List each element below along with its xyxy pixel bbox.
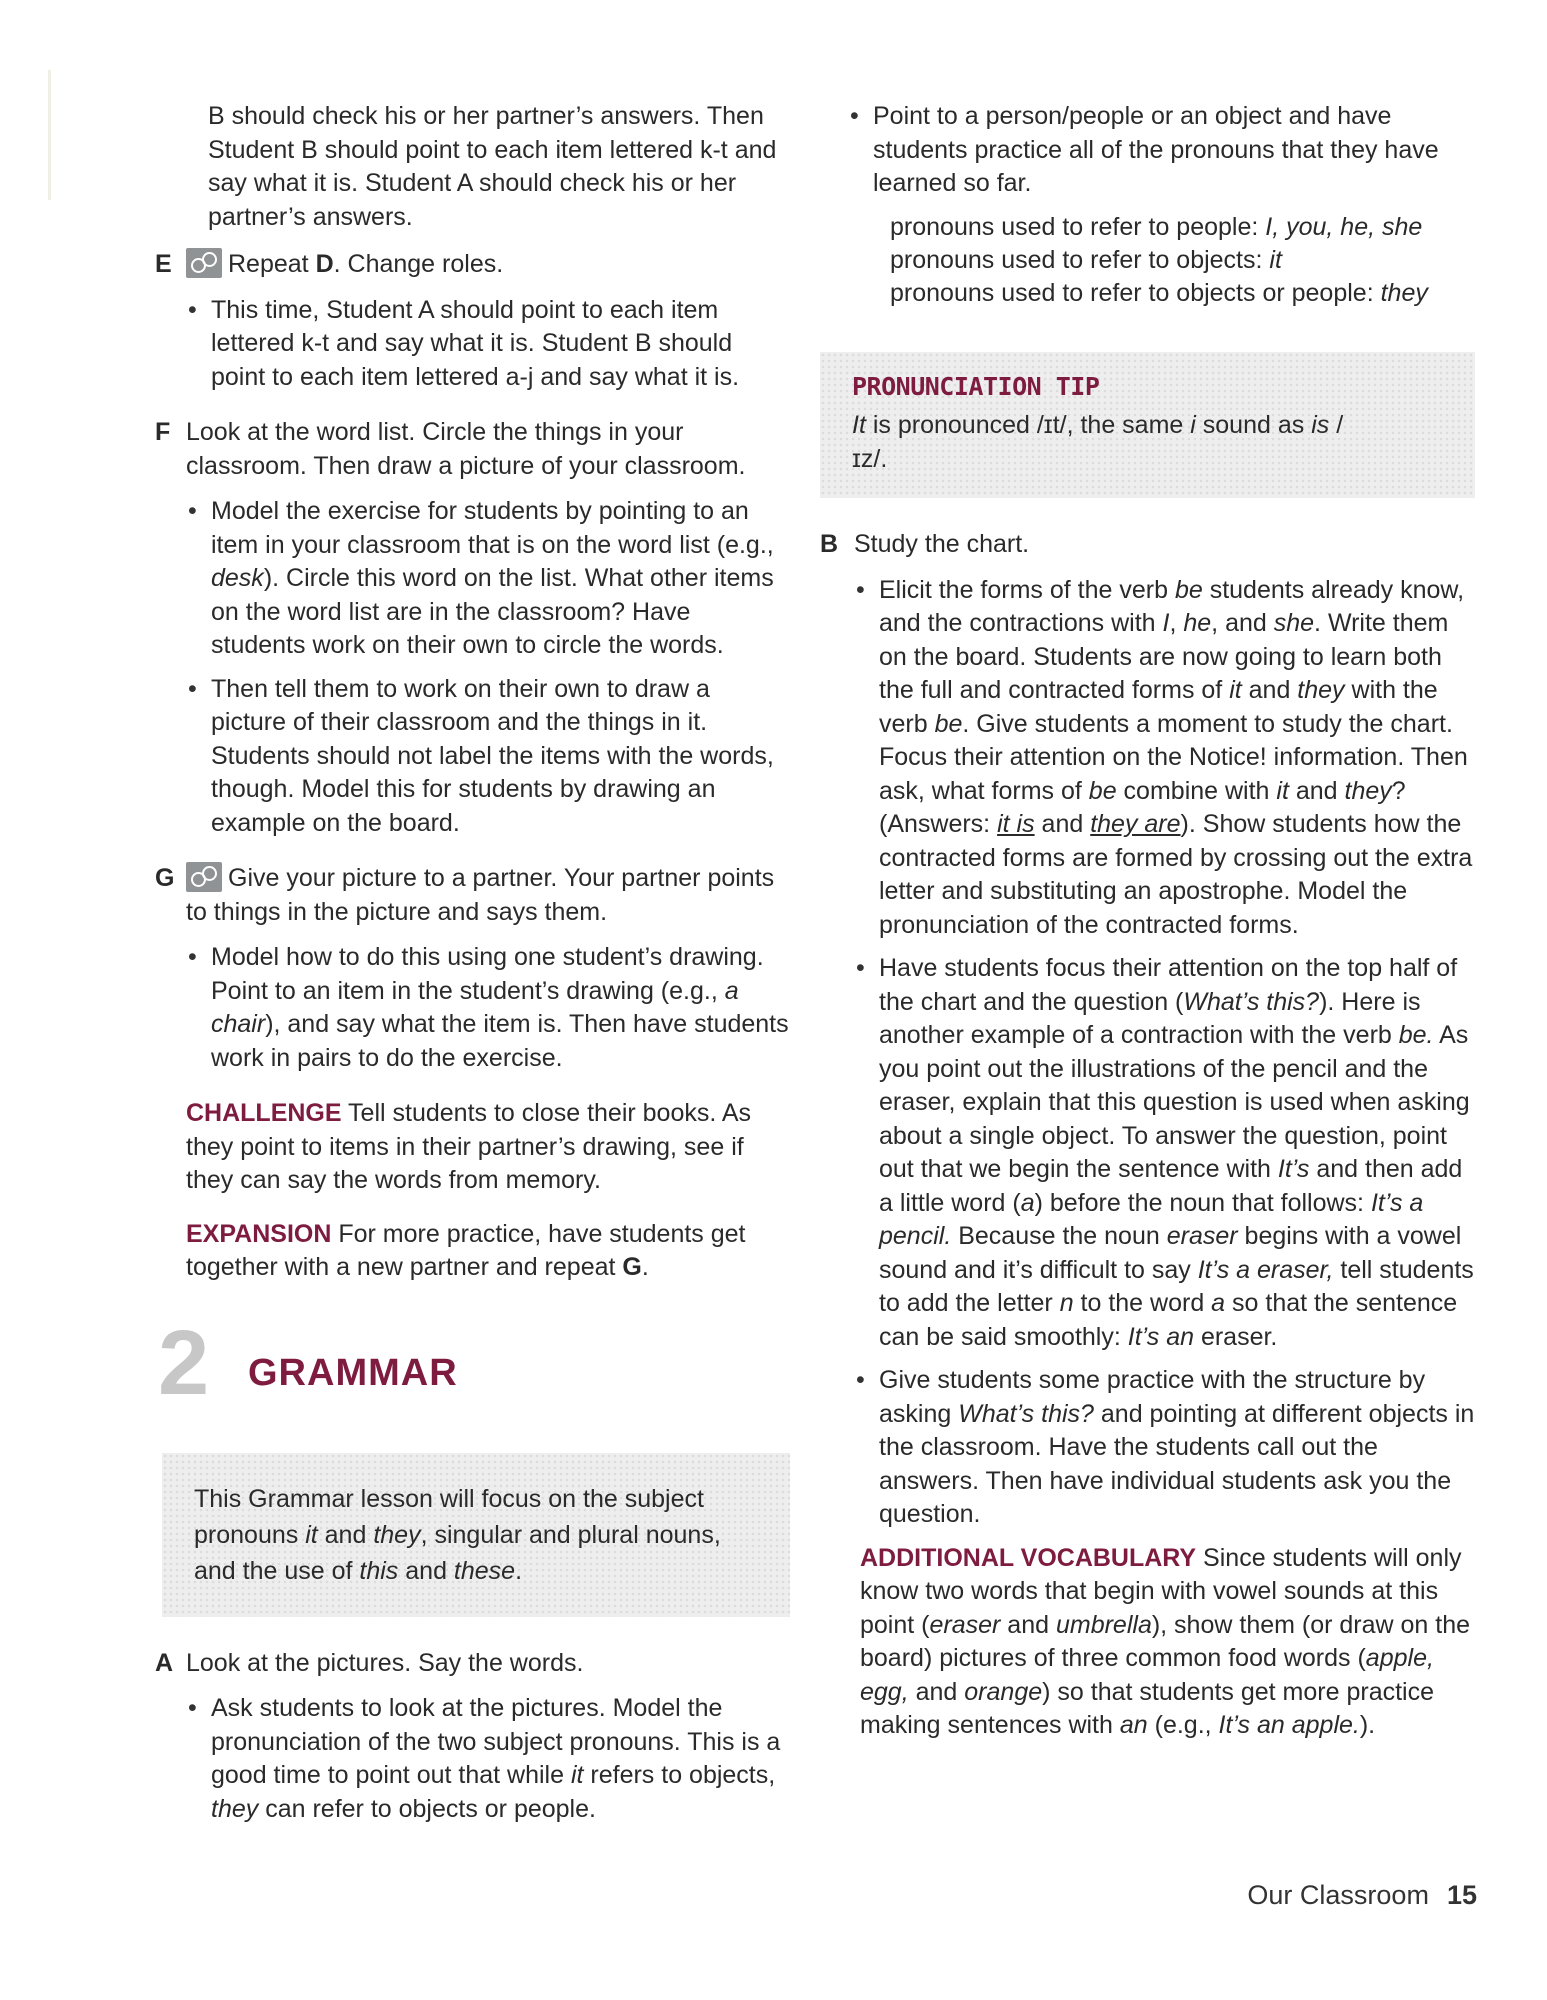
pronunciation-tip-box (820, 352, 1475, 499)
section-f (150, 416, 790, 483)
section-b-letter: B (820, 530, 839, 558)
pronoun-list-people: pronouns used to refer to people: I, you, he, she (890, 212, 1423, 241)
pronunciation-tip-title: PRONUNCIATION TIP (852, 371, 1100, 401)
section-b (820, 528, 1475, 562)
section-f-letter: F (155, 418, 171, 446)
section-a-letter: A (155, 1648, 174, 1677)
grammar-intro-box (162, 1453, 790, 1617)
section-g-letter: G (155, 864, 175, 892)
pronunciation-tip-text: It is pronounced /ɪt/, the same i sound as is /ɪz/. (852, 411, 1344, 473)
section-g-bullet-1: • Model how to do this using one student’s drawing. Point to an item in the student’s drawing (e.g., a chair), and say what the item is. Then have students work in pairs to do the exercise. (186, 941, 790, 1075)
challenge-note: CHALLENGE Tell students to close their books. As they point to items in their partner’s drawing, see if they can say the words from memory. (186, 1099, 752, 1194)
right-column (820, 100, 1475, 1743)
section-e-letter: E (155, 250, 172, 278)
pronoun-practice-bullet: • Point to a person/people or an object and have students practice all of the pronouns that they have learned so far. (848, 100, 1475, 201)
section-a-instruction: Look at the pictures. Say the words. (186, 1648, 584, 1677)
additional-vocabulary-label: ADDITIONAL VOCABULARY (860, 1543, 1197, 1572)
section-b-instruction: Study the chart. (854, 530, 1030, 558)
pronoun-list (890, 211, 1475, 310)
expansion-label: EXPANSION (186, 1219, 332, 1248)
grammar-heading (150, 1311, 790, 1439)
section-f-instruction: Look at the word list. Circle the things in your classroom. Then draw a picture of your classroom. (186, 418, 746, 480)
section-b-bullet-3: • Give students some practice with the structure by asking What’s this? and pointing at different objects in the classroom. Have the students call out the answers. Then have individual students ask you the question. (854, 1364, 1475, 1532)
section-f-bullet-1: • Model the exercise for students by pointing to an item in your classroom that is on the word list (e.g., desk). Circle this word on the list. What other items on the word list are in the classroom? Have students work on their own to circle the words. (186, 495, 790, 663)
margin-mark (48, 70, 51, 200)
page-footer (1247, 1880, 1477, 1911)
pair-work-icon (186, 248, 222, 278)
left-column (150, 100, 790, 1836)
section-g (150, 862, 790, 929)
section-b-bullet-1: • Elicit the forms of the verb be students already know, and the contractions with I, he, and she. Write them on the board. Students are now going to learn both the full and contracted forms of it and they with the verb be. Give students a moment to study the chart. Focus their attention on the Notice! information. Then ask, what forms of be combine with it and they? (Answers: it is and they are). Show students how the contracted forms are formed by crossing out the extra letter and substituting an apostrophe. Model the pronunciation of the contracted forms. (854, 574, 1475, 943)
section-e-instruction: Repeat D. Change roles. (186, 248, 790, 282)
footer-section-title: Our Classroom (1247, 1880, 1429, 1910)
section-e (150, 248, 790, 282)
section-a-bullet-1: • Ask students to look at the pictures. Model the pronunciation of the two subject pronouns. This is a good time to point out that while it refers to objects, they can refer to objects or people. (186, 1692, 790, 1826)
section-a (150, 1647, 790, 1681)
pair-work-icon (186, 862, 222, 892)
section-b-bullet-2: • Have students focus their attention on the top half of the chart and the question (What’s this?). Here is another example of a contraction with the verb be. As you point out the illustrations of the pencil and the eraser, explain that this question is used when asking about a single object. To answer the question, point out that we begin the sentence with It’s and then add a little word (a) before the noun that follows: It’s a pencil. Because the noun eraser begins with a vowel sound and it’s difficult to say It’s a eraser, tell students to add the letter n to the word a so that the sentence can be said smoothly: It’s an eraser. (854, 952, 1475, 1354)
section-g-instruction: Give your picture to a partner. Your partner points to things in the picture and says them. (186, 864, 775, 926)
section-f-bullet-2: • Then tell them to work on their own to draw a picture of their classroom and the things in it. Students should not label the items with the words, though. Model this for students by drawing an example on the board. (186, 673, 790, 841)
page-number: 15 (1446, 1880, 1477, 1910)
additional-vocabulary-note: ADDITIONAL VOCABULARY Since students will only know two words that begin with vowel sounds at this point (eraser and umbrella), show them (or draw on the board) pictures of three common food words (apple, egg, and orange) so that students get more practice making sentences with an (e.g., It’s an apple.). (860, 1543, 1471, 1739)
expansion-note: EXPANSION For more practice, have students get together with a new partner and repeat G. (186, 1219, 746, 1281)
section-e-bullet: • This time, Student A should point to each item lettered k-t and say what it is. Student B should point to each item lettered a-j and say what it is. (186, 294, 790, 395)
grammar-section-number: 2 (158, 1311, 210, 1414)
pronoun-list-both: pronouns used to refer to objects or people: they (890, 278, 1428, 307)
d-continued-text: B should check his or her partner’s answers. Then Student B should point to each item lettered k-t and say what it is. Student A should check his or her partner’s answers. (208, 102, 777, 231)
challenge-label: CHALLENGE (186, 1099, 342, 1127)
grammar-intro-text: This Grammar lesson will focus on the subject pronouns it and they, singular and plural nouns, and the use of this and these. (194, 1484, 721, 1585)
grammar-title: GRAMMAR (248, 1351, 458, 1394)
pronoun-list-objects: pronouns used to refer to objects: it (890, 245, 1282, 274)
